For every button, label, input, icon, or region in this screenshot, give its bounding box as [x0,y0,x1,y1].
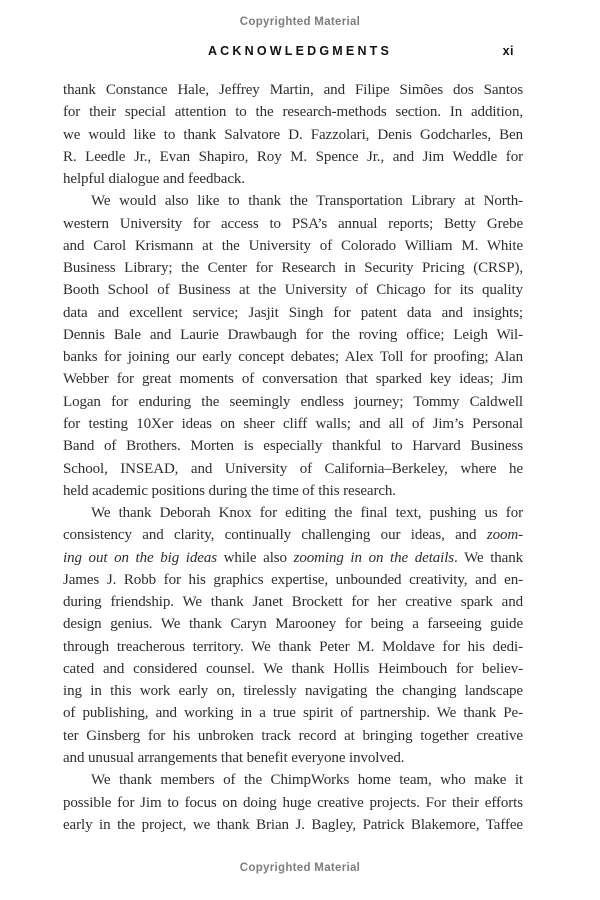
text-segment: R. Leedle Jr., Evan Shapiro, Roy M. Spence Jr., and Jim Weddle for [63,148,523,165]
text-line [63,190,523,212]
text-segment: School, INSEAD, and University of California–Berkeley, where he [63,460,523,477]
copyright-notice-bottom: Copyrighted Material [239,862,361,874]
text-line [63,658,523,680]
text-segment: of publishing, and working in a true spirit of partnership. We thank Pe- [63,705,523,722]
text-segment: Booth School of Business at the University of Chicago for its quality [63,282,523,299]
text-line [63,680,523,702]
text-segment: held academic positions during the time of this research. [63,482,396,499]
text-segment: ing in this work early on, tirelessly navigating the changing landscape [63,683,523,700]
text-line [63,368,523,390]
text-line [63,769,523,791]
text-segment: through treacherous territory. We thank Peter M. Moldave for his dedi- [63,638,523,655]
text-segment: design genius. We thank Caryn Marooney for being a farseeing guide [63,616,523,633]
text-line [63,279,523,301]
text-line [63,391,523,413]
text-line [63,79,523,101]
text-segment: We thank members of the ChimpWorks home team, who make it [91,772,523,789]
text-segment: . We thank [454,549,524,566]
text-line [63,146,523,168]
text-segment: helpful dialogue and feedback. [63,171,245,188]
page-number: xi [502,44,514,58]
text-segment: for testing 10Xer ideas on sheer cliff walls; and all of Jim’s Personal [63,415,523,432]
text-segment: for their special attention to the research-methods section. In addition, [63,104,523,121]
text-segment: We thank Deborah Knox for editing the final text, pushing us for [91,505,523,522]
text-line [63,302,523,324]
text-segment: possible for Jim to focus on doing huge creative projects. For their efforts [63,794,523,811]
text-line [63,480,523,502]
text-segment: and Carol Krismann at the University of Colorado William M. White [63,237,523,254]
text-line [63,413,523,435]
text-segment: We would also like to thank the Transportation Library at North- [91,193,523,210]
text-segment: Dennis Bale and Laurie Drawbaugh for the roving office; Leigh Wil- [63,326,523,343]
italic-text-segment: zoom- [486,527,523,544]
text-line [63,124,523,146]
text-line [63,101,523,123]
text-segment: Business Library; the Center for Research in Security Pricing (CRSP), [63,260,523,277]
text-line [63,792,523,814]
text-line [63,814,523,836]
text-segment: Logan for enduring the seemingly endless journey; Tommy Caldwell [63,393,523,410]
text-segment: we would like to thank Salvatore D. Fazzolari, Denis Godcharles, Ben [63,126,523,143]
text-line [63,702,523,724]
text-segment: Band of Brothers. Morten is especially thankful to Harvard Business [63,438,523,455]
text-line [63,458,523,480]
text-segment: banks for joining our early concept debates; Alex Toll for proofing; Alan [63,349,523,366]
italic-text-segment: ing out on the big ideas [63,549,217,566]
text-segment: ter Ginsberg for his unbroken track record at bringing together creative [63,727,523,744]
text-segment: data and excellent service; Jasjit Singh for patent data and insights; [63,304,523,321]
text-line [63,636,523,658]
text-segment: cated and considered counsel. We thank Hollis Heimbouch for believ- [63,660,523,677]
text-line [63,547,523,569]
copyright-notice-top: Copyrighted Material [239,16,361,28]
page-header-title: ACKNOWLEDGMENTS [207,44,393,58]
text-segment: and unusual arrangements that benefit everyone involved. [63,749,405,766]
text-segment: western University for access to PSA’s annual reports; Betty Grebe [63,215,523,232]
text-line [63,524,523,546]
text-line [63,591,523,613]
text-segment: James J. Robb for his graphics expertise, unbounded creativity, and en- [63,571,523,588]
text-line [63,213,523,235]
text-segment: early in the project, we thank Brian J. Bagley, Patrick Blakemore, Taffee [63,816,523,833]
text-segment: consistency and clarity, continually challenging our ideas, and [63,527,487,544]
text-line [63,324,523,346]
text-line [63,168,523,190]
body-text [63,79,523,836]
text-segment: Webber for great moments of conversation that sparked key ideas; Jim [63,371,523,388]
text-line [63,257,523,279]
text-line [63,346,523,368]
text-line [63,235,523,257]
text-segment: while also [216,549,294,566]
text-line [63,435,523,457]
italic-text-segment: zooming in on the details [293,549,455,566]
text-segment: thank Constance Hale, Jeffrey Martin, and Filipe Simões dos Santos [63,82,523,98]
text-segment: during friendship. We thank Janet Brockett for her creative spark and [63,594,523,611]
text-line [63,569,523,591]
text-line [63,747,523,769]
text-line [63,502,523,524]
text-line [63,613,523,635]
text-line [63,725,523,747]
